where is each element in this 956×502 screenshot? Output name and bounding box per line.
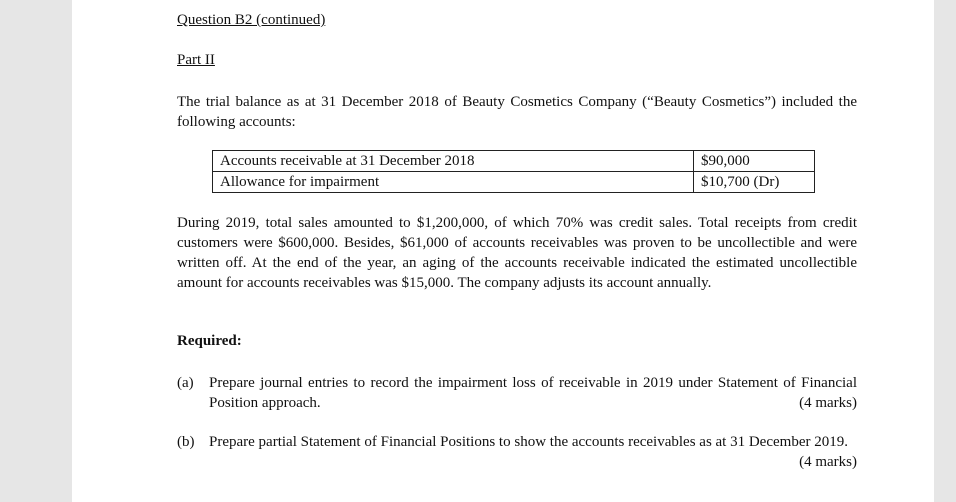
intro-paragraph: The trial balance as at 31 December 2018 of Beauty Cosmetics Company (“Beauty Cosmetics”) included the following accounts: [177, 94, 857, 130]
document-page [72, 0, 934, 502]
table-row [213, 151, 815, 172]
requirement-item [177, 432, 857, 472]
account-value: $10,700 (Dr) [694, 172, 815, 193]
requirement-marks: (4 marks) [799, 454, 857, 470]
required-label: Required: [177, 333, 242, 349]
account-label: Allowance for impairment [213, 172, 694, 193]
part-heading: Part II [177, 52, 215, 68]
requirement-text: Prepare journal entries to record the impairment loss of receivable in 2019 under Statement of Financial Position approach. [209, 375, 857, 411]
requirement-letter: (a) [177, 375, 194, 391]
account-value: $90,000 [694, 151, 815, 172]
requirement-marks: (4 marks) [799, 395, 857, 411]
accounts-table [212, 150, 815, 193]
requirement-letter: (b) [177, 434, 195, 450]
scenario-paragraph: During 2019, total sales amounted to $1,200,000, of which 70% was credit sales. Total receipts from credit customers were $600,000. Besides, $61,000 of accounts receivables was proven to be uncollectible and were written off. At the end of the year, an aging of the accounts receivable indicated the estimated uncollectible amount for accounts receivables was $15,000. The company adjusts its account annually. [177, 215, 857, 291]
requirement-item [177, 373, 857, 413]
question-heading: Question B2 (continued) [177, 12, 326, 28]
account-label: Accounts receivable at 31 December 2018 [213, 151, 694, 172]
table-row [213, 172, 815, 193]
requirement-text: Prepare partial Statement of Financial Positions to show the accounts receivables as at 31 December 2019. [209, 434, 848, 450]
